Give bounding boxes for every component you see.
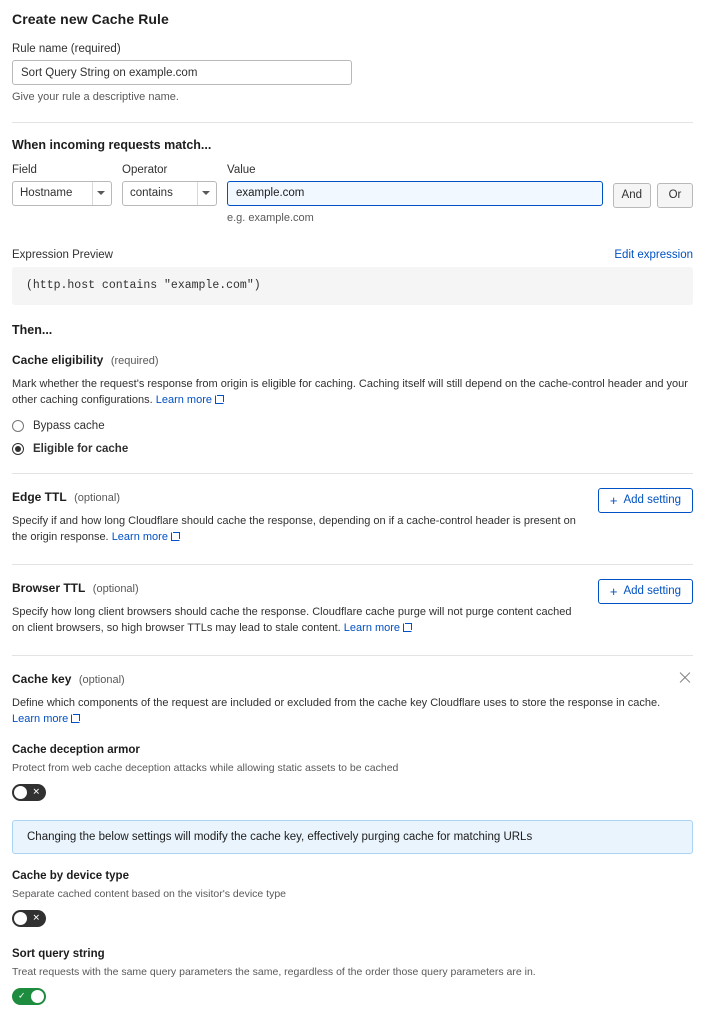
match-section-heading: When incoming requests match... bbox=[12, 137, 212, 152]
page-title: Create new Cache Rule bbox=[12, 11, 169, 27]
cache-deception-armor-description: Protect from web cache deception attacks while allowing static assets to be cached bbox=[12, 761, 399, 774]
cache-eligibility-description bbox=[12, 376, 692, 409]
browser-ttl-text bbox=[12, 579, 598, 637]
field-select-value: Hostname bbox=[20, 187, 73, 200]
edge-ttl-text bbox=[12, 488, 598, 546]
field-select[interactable] bbox=[12, 181, 112, 206]
edge-ttl-description bbox=[12, 513, 578, 546]
divider-4 bbox=[12, 655, 693, 656]
edge-ttl-add-setting-label: Add setting bbox=[623, 494, 681, 507]
match-row bbox=[12, 164, 693, 227]
browser-ttl-title-row bbox=[12, 579, 578, 597]
cache-eligibility-title-row bbox=[12, 351, 693, 369]
sort-query-string-title: Sort query string bbox=[12, 947, 105, 960]
field-select-separator bbox=[92, 182, 93, 205]
sort-query-string-toggle-mark: ✓ bbox=[18, 990, 26, 1001]
toggle-knob bbox=[14, 786, 27, 799]
toggle-knob bbox=[14, 912, 27, 925]
cache-deception-armor-toggle[interactable] bbox=[12, 784, 46, 801]
sort-query-string-description: Treat requests with the same query parameters the same, regardless of the order those query parameters are in. bbox=[12, 965, 536, 978]
cache-rule-form bbox=[0, 11, 705, 1010]
radio-eligible-for-cache-label: Eligible for cache bbox=[33, 442, 129, 455]
and-button[interactable]: And bbox=[613, 183, 651, 208]
browser-ttl-add-setting-label: Add setting bbox=[623, 585, 681, 598]
cache-key-learn-more-link[interactable]: Learn more bbox=[12, 713, 69, 726]
cache-key-tag: (optional) bbox=[78, 673, 125, 686]
operator-column bbox=[122, 164, 217, 206]
close-icon[interactable] bbox=[677, 670, 693, 686]
edge-ttl-tag: (optional) bbox=[74, 491, 120, 504]
field-label: Field bbox=[12, 163, 37, 176]
radio-eligible-for-cache-control[interactable] bbox=[12, 443, 24, 455]
cache-deception-armor-toggle-mark: ✕ bbox=[32, 786, 40, 797]
browser-ttl-description bbox=[12, 604, 578, 637]
cache-by-device-type-toggle-mark: ✕ bbox=[32, 912, 40, 923]
field-column bbox=[12, 164, 112, 206]
cache-key-description bbox=[12, 695, 692, 728]
plus-icon: + bbox=[609, 492, 618, 508]
cache-deception-armor-title: Cache deception armor bbox=[12, 743, 140, 756]
cache-key-description-text: Define which components of the request are included or excluded from the cache key Cloudflare uses to store the response in cache. bbox=[12, 696, 661, 709]
plus-icon: + bbox=[609, 583, 618, 599]
cache-by-device-type-title: Cache by device type bbox=[12, 869, 129, 882]
then-heading: Then... bbox=[12, 322, 53, 337]
cache-by-device-type-description: Separate cached content based on the visitor's device type bbox=[12, 887, 287, 900]
chevron-down-icon bbox=[202, 191, 210, 195]
value-column bbox=[227, 164, 603, 227]
expression-header bbox=[12, 249, 693, 261]
browser-ttl-learn-more-link[interactable]: Learn more bbox=[343, 622, 401, 635]
rule-name-label: Rule name (required) bbox=[12, 43, 121, 55]
edge-ttl-learn-more-link[interactable]: Learn more bbox=[111, 531, 168, 544]
rule-name-input[interactable] bbox=[12, 60, 352, 85]
radio-eligible-for-cache[interactable] bbox=[12, 443, 693, 455]
browser-ttl-description-text: Specify how long client browsers should cache the response. Cloudflare cache purge will not purge content cached on client browsers, so high browser TTLs may lead to stale content. bbox=[12, 605, 572, 635]
cache-eligibility-tag: (required) bbox=[110, 354, 159, 367]
expression-label: Expression Preview bbox=[12, 248, 113, 261]
edge-ttl-add-setting-button[interactable] bbox=[598, 488, 693, 513]
operator-select-separator bbox=[197, 182, 198, 205]
cache-eligibility-description-text: Mark whether the request's response from origin is eligible for caching. Caching itself will still depend on the cache-control header and your other caching configurations. bbox=[12, 377, 688, 407]
browser-ttl-title: Browser TTL bbox=[12, 580, 86, 595]
operator-select-value: contains bbox=[130, 187, 173, 200]
cache-eligibility-section bbox=[12, 351, 693, 455]
rule-name-group bbox=[12, 43, 693, 106]
radio-bypass-cache-control[interactable] bbox=[12, 420, 24, 432]
edge-ttl-description-text: Specify if and how long Cloudflare should cache the response, depending on if a cache-control header is present on the origin response. bbox=[12, 514, 576, 544]
cache-key-section bbox=[12, 670, 693, 1010]
edit-expression-link[interactable]: Edit expression bbox=[614, 248, 693, 261]
value-input[interactable] bbox=[227, 181, 603, 206]
edge-ttl-title-row bbox=[12, 488, 578, 506]
value-label: Value bbox=[227, 163, 256, 176]
value-hint: e.g. example.com bbox=[227, 211, 314, 224]
chevron-down-icon bbox=[97, 191, 105, 195]
toggle-knob bbox=[31, 990, 44, 1003]
divider-2 bbox=[12, 473, 693, 474]
cache-key-title-row bbox=[12, 670, 125, 688]
external-link-icon bbox=[71, 714, 80, 723]
edge-ttl-section bbox=[12, 488, 693, 546]
divider-1 bbox=[12, 122, 693, 123]
expression-preview: (http.host contains "example.com") bbox=[12, 267, 693, 305]
radio-bypass-cache-label: Bypass cache bbox=[33, 419, 105, 432]
edge-ttl-title: Edge TTL bbox=[12, 489, 67, 504]
browser-ttl-add-setting-button[interactable] bbox=[598, 579, 693, 604]
browser-ttl-section bbox=[12, 579, 693, 637]
logic-buttons bbox=[613, 164, 693, 208]
operator-select[interactable] bbox=[122, 181, 217, 206]
browser-ttl-tag: (optional) bbox=[92, 582, 139, 595]
operator-label: Operator bbox=[122, 163, 168, 176]
or-button[interactable]: Or bbox=[657, 183, 693, 208]
external-link-icon bbox=[403, 623, 412, 632]
cache-by-device-type-toggle[interactable] bbox=[12, 910, 46, 927]
cache-eligibility-learn-more-link[interactable]: Learn more bbox=[155, 394, 212, 407]
rule-name-help: Give your rule a descriptive name. bbox=[12, 91, 179, 103]
external-link-icon bbox=[171, 532, 180, 541]
external-link-icon bbox=[215, 395, 224, 404]
divider-3 bbox=[12, 564, 693, 565]
radio-bypass-cache[interactable] bbox=[12, 420, 693, 432]
cache-key-header bbox=[12, 670, 693, 688]
cache-key-notice: Changing the below settings will modify the cache key, effectively purging cache for matching URLs bbox=[12, 820, 693, 854]
cache-eligibility-title: Cache eligibility bbox=[12, 352, 104, 367]
cache-key-title: Cache key bbox=[12, 671, 72, 686]
sort-query-string-toggle[interactable] bbox=[12, 988, 46, 1005]
